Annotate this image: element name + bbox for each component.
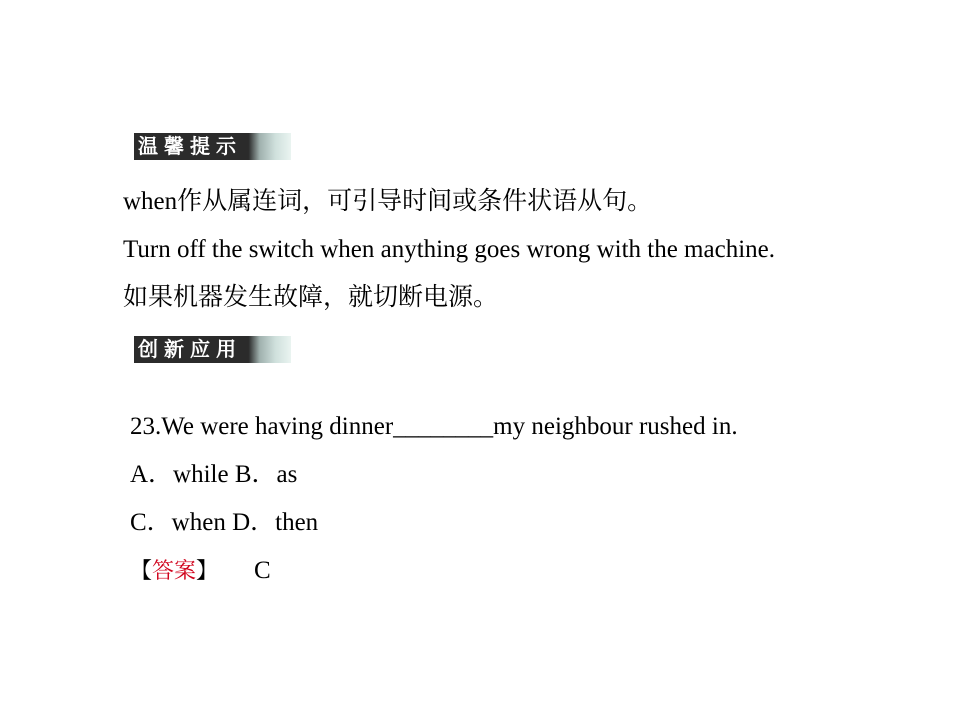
tip-line-2: Turn off the switch when anything goes wrong with the machine. xyxy=(123,236,775,263)
tip-line-3: 如果机器发生故障，就切断电源。 xyxy=(123,284,499,311)
tip-banner xyxy=(134,133,291,160)
answer-label: 答案 xyxy=(152,559,197,584)
options-row-1: A．while B．as xyxy=(130,461,298,488)
answer-close-bracket: 】 xyxy=(196,559,219,584)
apply-banner-label: 创新应用 xyxy=(138,337,242,361)
answer-open-bracket: 【 xyxy=(130,559,153,584)
answer-line xyxy=(130,556,271,587)
answer-value: C xyxy=(254,557,271,584)
tip-banner-label: 温馨提示 xyxy=(138,134,242,158)
apply-banner xyxy=(134,336,291,363)
question-stem: 23.We were having dinner________my neighbour rushed in. xyxy=(130,413,738,440)
options-row-2: C．when D．then xyxy=(130,509,319,536)
tip-line-1: when作从属连词，可引导时间或条件状语从句。 xyxy=(123,188,653,215)
